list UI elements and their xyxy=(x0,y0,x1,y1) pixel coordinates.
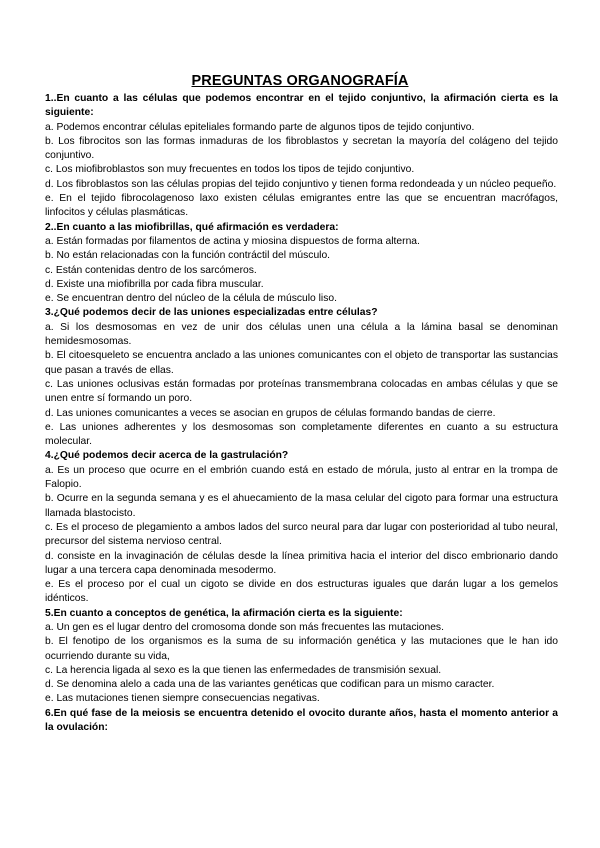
answer-option: e. Se encuentran dentro del núcleo de la célula de músculo liso. xyxy=(45,293,337,305)
answer-option: e. Las mutaciones tienen siempre consecuencias negativas. xyxy=(45,693,320,705)
answer-option: c. Están contenidas dentro de los sarcómeros. xyxy=(45,264,257,276)
question-text: 5.En cuanto a conceptos de genética, la afirmación cierta es la siguiente: xyxy=(45,607,403,619)
answer-option: a. Si los desmosomas en vez de unir dos células unen una célula a la lámina basal se denominan hemidesmosomas. xyxy=(45,321,558,348)
question-block xyxy=(45,449,558,606)
answer-option: d. consiste en la invaginación de células desde la línea primitiva hacia el interior del disco embrionario dando lugar a una tercera capa denominada mesodermo. xyxy=(45,550,558,576)
answer-option: a. Un gen es el lugar dentro del cromosoma donde son más frecuentes las mutaciones. xyxy=(45,621,444,633)
answer-option: c. Es el proceso de plegamiento a ambos lados del surco neural para dar lugar con posterioridad al tubo neural, precursor del sistema nervioso central. xyxy=(45,521,558,548)
question-text: 3.¿Qué podemos decir de las uniones especializadas entre células? xyxy=(45,307,378,319)
answer-option: e. En el tejido fibrocolagenoso laxo existen células emigrantes entre las que se encuentran macrófagos, linfocitos y células plasmáticas. xyxy=(45,193,558,219)
question-text: 2..En cuanto a las miofibrillas, qué afirmación es verdadera: xyxy=(45,221,339,233)
answer-option: d. Se denomina alelo a cada una de las variantes genéticas que codifican para un mismo caracter. xyxy=(45,679,495,691)
answer-option: d. Los fibroblastos son las células propias del tejido conjuntivo y tienen forma redondeada y un núcleo pequeño. xyxy=(45,178,557,190)
question-block xyxy=(45,92,558,221)
question-text: 4.¿Qué podemos decir acerca de la gastrulación? xyxy=(45,450,289,462)
questions-list xyxy=(45,92,558,735)
answer-option: d. Existe una miofibrilla por cada fibra muscular. xyxy=(45,278,264,290)
answer-option: b. Los fibrocitos son las formas inmaduras de los fibroblastos y secretan la mayoría del colágeno del tejido conjuntivo. xyxy=(45,135,558,162)
answer-option: b. El citoesqueleto se encuentra anclado a las uniones comunicantes con el objeto de transportar las sustancias que pasan a través de ellas. xyxy=(45,350,558,376)
document-title: PREGUNTAS ORGANOGRAFÍA xyxy=(191,73,409,89)
answer-option: e. Es el proceso por el cual un cigoto se divide en dos estructuras iguales que darán lugar a los gemelos idénticos. xyxy=(45,579,558,605)
question-block xyxy=(45,221,558,307)
answer-option: c. La herencia ligada al sexo es la que tienen las enfermedades de transmisión sexual. xyxy=(45,664,442,676)
answer-option: b. Ocurre en la segunda semana y es el ahuecamiento de la masa celular del cigoto para formar una estructura llamada blastocisto. xyxy=(45,493,558,519)
answer-option: a. Podemos encontrar células epiteliales formando parte de algunos tipos de tejido conjuntivo. xyxy=(45,121,475,133)
question-block xyxy=(45,306,558,449)
question-block xyxy=(45,607,558,707)
answer-option: c. Los miofibroblastos son muy frecuentes en todos los tipos de tejido conjuntivo. xyxy=(45,164,415,176)
answer-option: c. Las uniones oclusivas están formadas por proteínas transmembrana colocadas en ambas células y que se unen entre sí formando un poro. xyxy=(45,378,558,405)
answer-option: d. Las uniones comunicantes a veces se asocian en grupos de células formando bandas de cierre. xyxy=(45,407,496,419)
answer-option: b. No están relacionadas con la función contráctil del músculo. xyxy=(45,250,331,262)
answer-option: b. El fenotipo de los organismos es la suma de su información genética y las mutaciones que le han ido ocurriendo durante su vida, xyxy=(45,636,558,662)
question-block xyxy=(45,707,558,736)
question-text: 1..En cuanto a las células que podemos encontrar en el tejido conjuntivo, la afirmación cierta es la siguiente: xyxy=(45,93,558,119)
answer-option: e. Las uniones adherentes y los desmosomas son completamente diferentes en cuanto a su estructura molecular. xyxy=(45,421,558,448)
answer-option: a. Están formadas por filamentos de actina y miosina dispuestos de forma alterna. xyxy=(45,235,420,247)
answer-option: a. Es un proceso que ocurre en el embrión cuando está en estado de mórula, justo al entrar en la trompa de Falopio. xyxy=(45,464,558,491)
question-text: 6.En qué fase de la meiosis se encuentra detenido el ovocito durante años, hasta el momento anterior a la ovulación: xyxy=(45,707,558,734)
